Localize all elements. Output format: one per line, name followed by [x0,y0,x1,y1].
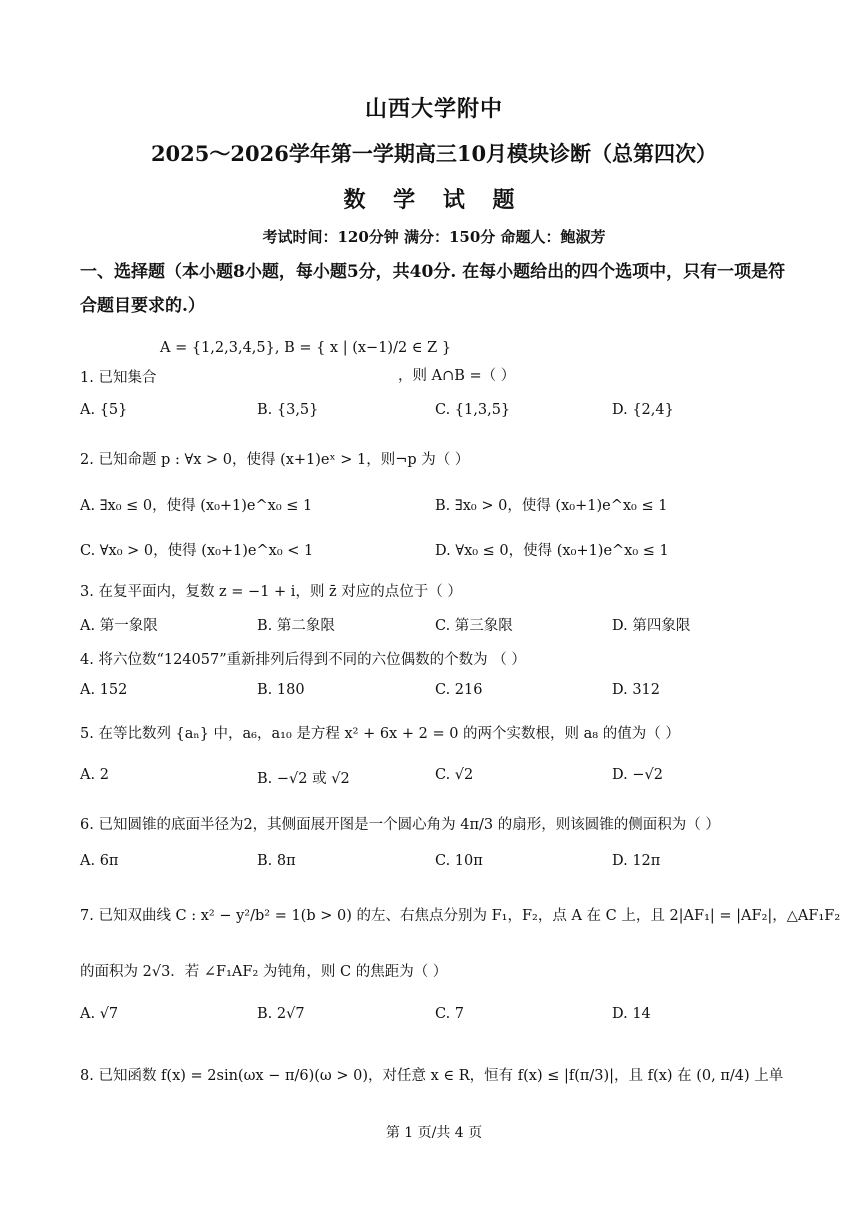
q1-option-a: A. {5} [80,402,128,418]
q1-stem-tail: ，则 A∩B =（ ） [398,368,516,384]
q5-stem: 5. 在等比数列 {aₙ} 中，a₆，a₁₀ 是方程 x² + 6x + 2 = 0 的两个实数根，则 a₈ 的值为（ ） [80,726,680,742]
q7-option-a: A. √7 [80,1006,119,1022]
q1-stem: 1. 已知集合 [80,370,157,386]
section-heading: 一、选择题（本小题8小题，每小题5分，共40分. 在每小题给出的四个选项中，只有一项是符合题目要求的.） [80,262,786,316]
exam-title: 2025～2026学年第一学期高三10月模块诊断（总第四次） [150,141,718,166]
q7-option-c: C. 7 [435,1006,465,1022]
q5-option-b: B. −√2 或 √2 [257,771,350,787]
q1-option-c: C. {1,3,5} [435,402,511,418]
q4-stem: 4. 将六位数“124057”重新排列后得到不同的六位偶数的个数为 （ ） [80,652,526,668]
q7-stem: 7. 已知双曲线 C : x² − y²/b² = 1(b > 0) 的左、右焦点分别为 F₁，F₂，点 A 在 C 上，且 2|AF₁| = |AF₂|，△AF₁F₂ [80,908,841,924]
q5-option-a: A. 2 [80,767,109,783]
q2-stem: 2. 已知命题 p : ∀x > 0，使得 (x+1)eˣ > 1，则¬p 为（ ） [80,452,470,468]
q1-set-definition: A = {1,2,3,4,5}, B = { x | (x−1)/2 ∈ Z } [160,340,452,356]
q2-option-a: A. ∃x₀ ≤ 0，使得 (x₀+1)e^x₀ ≤ 1 [80,498,313,514]
q8-stem: 8. 已知函数 f(x) = 2sin(ωx − π/6)(ω > 0)，对任意 x ∈ R，恒有 f(x) ≤ |f(π/3)|，且 f(x) 在 (0, π/4) 上单 [80,1068,784,1084]
q3-option-d: D. 第四象限 [612,618,691,634]
q3-stem: 3. 在复平面内，复数 z = −1 + i，则 z̄ 对应的点位于（ ） [80,584,462,600]
q3-option-c: C. 第三象限 [435,618,513,634]
q3-option-a: A. 第一象限 [80,618,158,634]
q6-option-d: D. 12π [612,853,661,869]
q1-option-b: B. {3,5} [257,402,319,418]
page-footer: 第 1 页/共 4 页 [385,1125,483,1141]
q2-option-d: D. ∀x₀ ≤ 0，使得 (x₀+1)e^x₀ ≤ 1 [435,543,669,559]
q3-option-b: B. 第二象限 [257,618,335,634]
q1-option-d: D. {2,4} [612,402,674,418]
q4-option-d: D. 312 [612,682,661,698]
q4-option-b: B. 180 [257,682,305,698]
q2-option-b: B. ∃x₀ > 0，使得 (x₀+1)e^x₀ ≤ 1 [435,498,668,514]
q4-option-c: C. 216 [435,682,483,698]
q6-option-b: B. 8π [257,853,296,869]
exam-meta: 考试时间：120分钟 满分：150分 命题人：鲍淑芳 [262,228,606,246]
q7-option-b: B. 2√7 [257,1006,305,1022]
q4-option-a: A. 152 [80,682,128,698]
q7-option-d: D. 14 [612,1006,651,1022]
q7-stem-continued: 的面积为 2√3．若 ∠F₁AF₂ 为钝角，则 C 的焦距为（ ） [80,964,448,980]
q6-stem: 6. 已知圆锥的底面半径为2，其侧面展开图是一个圆心角为 4π/3 的扇形，则该圆锥的侧面积为（ ） [80,817,720,833]
q5-option-c: C. √2 [435,767,474,783]
q2-option-c: C. ∀x₀ > 0，使得 (x₀+1)e^x₀ < 1 [80,543,314,559]
subject-title: 数 学 试 题 [343,187,525,213]
q6-option-a: A. 6π [80,853,119,869]
q6-option-c: C. 10π [435,853,483,869]
school-name: 山西大学附中 [364,96,503,122]
q5-option-d: D. −√2 [612,767,663,783]
